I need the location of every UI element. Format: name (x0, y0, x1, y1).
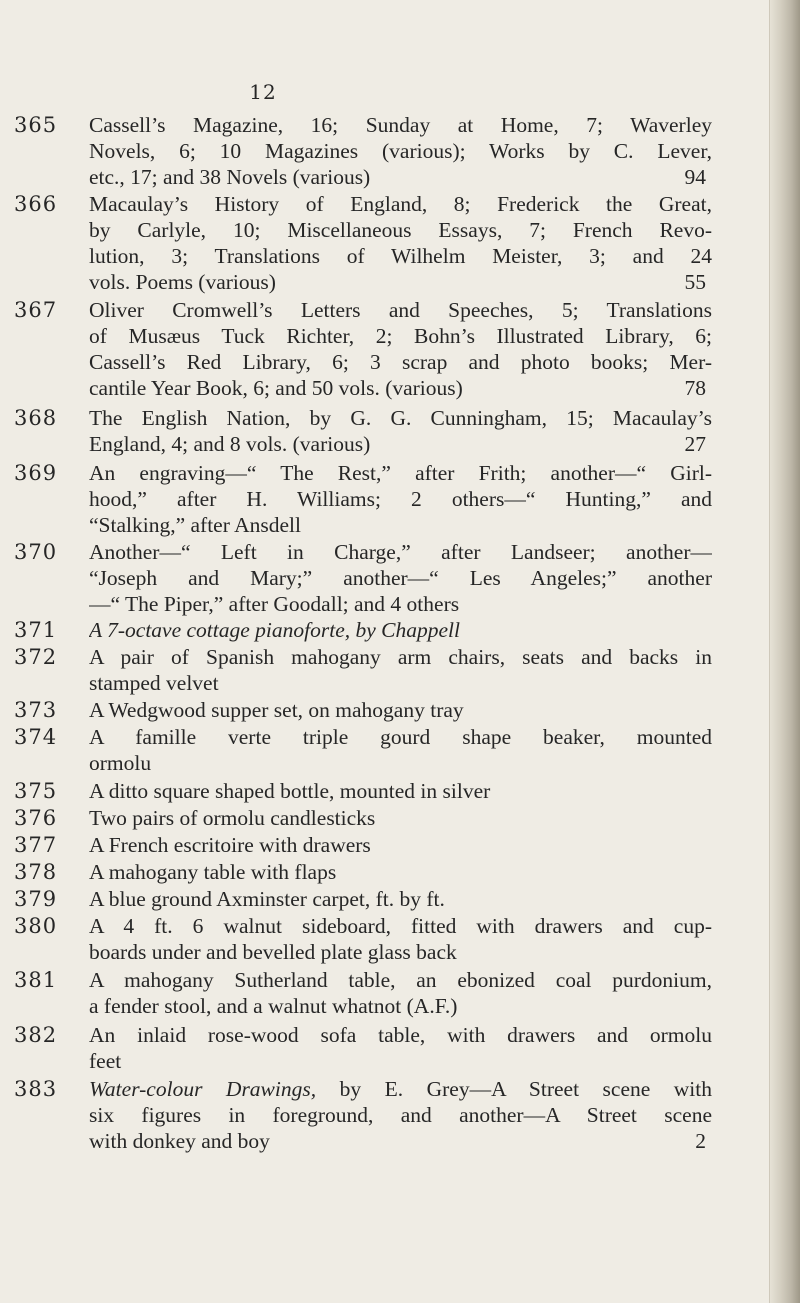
lot-number: 367 (14, 298, 58, 322)
lot-description-line: A Wedgwood supper set, on mahogany tray (89, 698, 464, 722)
lot-description-line: A 4 ft. 6 walnut sideboard, fitted with drawers and cup- (89, 914, 712, 938)
lot-description (89, 617, 712, 643)
lot-description-line: hood,” after H. Williams; 2 others—“ Hunting,” and (89, 487, 712, 511)
lot-description-line: A 7-octave cottage pianoforte, by Chappell (89, 618, 460, 642)
line-text: with donkey and boy (89, 1129, 270, 1153)
lot-description-line: feet (89, 1049, 122, 1073)
lot-description-line: A French escritoire with drawers (89, 833, 371, 857)
line-text: vols. Poems (various) (89, 270, 276, 294)
lot-description-line: Novels, 6; 10 Magazines (various); Works by C. Lever, (89, 139, 712, 163)
lot-description-line: An engraving—“ The Rest,” after Frith; another—“ Girl- (89, 461, 712, 485)
lot-number: 383 (14, 1077, 58, 1101)
lot-number: 375 (14, 779, 58, 803)
lot-description (89, 460, 712, 538)
lot-description-line: A blue ground Axminster carpet, ft. by ft. (89, 887, 445, 911)
lot-description-line: The English Nation, by G. G. Cunningham, 15; Macaulay’s (89, 406, 712, 430)
lot-number: 366 (14, 192, 58, 216)
lot-description (89, 832, 712, 858)
lot-number: 380 (14, 914, 58, 938)
page-edge-shadow (770, 0, 800, 1303)
lot-description-line: Macaulay’s History of England, 8; Frederick the Great, (89, 192, 712, 216)
lot-number: 370 (14, 540, 58, 564)
lot-description-line: “Joseph and Mary;” another—“ Les Angeles;” another (89, 566, 712, 590)
lot-number: 371 (14, 618, 58, 642)
line-text: cantile Year Book, 6; and 50 vols. (various) (89, 376, 463, 400)
lot-number: 378 (14, 860, 58, 884)
lot-description-line: ormolu (89, 751, 152, 775)
lot-number: 368 (14, 406, 58, 430)
lot-description-line (89, 269, 712, 295)
lot-description-line (89, 164, 712, 190)
lot-price: 78 (684, 376, 706, 400)
lot-description (89, 967, 712, 1019)
lot-price: 27 (684, 432, 706, 456)
lot-description (89, 1022, 712, 1074)
lot-description-line: lution, 3; Translations of Wilhelm Meister, 3; and 24 (89, 244, 712, 268)
lot-description-line (89, 1128, 712, 1154)
lot-description-line: Oliver Cromwell’s Letters and Speeches, 5; Translations (89, 298, 712, 322)
lot-description-line: stamped velvet (89, 671, 219, 695)
lot-description-line: Water-colour Drawings, by E. Grey—A Street scene with (89, 1077, 712, 1101)
lot-description (89, 405, 712, 457)
lot-description-line: Two pairs of ormolu candlesticks (89, 806, 376, 830)
lot-number: 373 (14, 698, 58, 722)
lot-description (89, 724, 712, 776)
lot-description (89, 697, 712, 723)
line-text: etc., 17; and 38 Novels (various) (89, 165, 371, 189)
lot-description-line: A famille verte triple gourd shape beaker, mounted (89, 725, 712, 749)
lot-description-line (89, 431, 712, 457)
lot-number: 372 (14, 645, 58, 669)
lot-number: 382 (14, 1023, 58, 1047)
lot-description (89, 297, 712, 401)
lot-description (89, 112, 712, 190)
lot-price: 94 (684, 165, 706, 189)
line-text: England, 4; and 8 vols. (various) (89, 432, 371, 456)
lot-description-line: of Musæus Tuck Richter, 2; Bohn’s Illustrated Library, 6; (89, 324, 712, 348)
lot-number: 381 (14, 968, 58, 992)
lot-description-line: A mahogany Sutherland table, an ebonized coal purdonium, (89, 968, 712, 992)
lot-price: 55 (684, 270, 706, 294)
lot-description-line: Another—“ Left in Charge,” after Landseer; another— (89, 540, 712, 564)
lot-description-line: boards under and bevelled plate glass back (89, 940, 457, 964)
lot-number: 365 (14, 113, 58, 137)
lot-description (89, 1076, 712, 1154)
lot-description (89, 913, 712, 965)
lot-description-line: Cassell’s Magazine, 16; Sunday at Home, 7; Waverley (89, 113, 712, 137)
lot-description-line: Cassell’s Red Library, 6; 3 scrap and photo books; Mer- (89, 350, 712, 374)
lot-description-line: six figures in foreground, and another—A Street scene (89, 1103, 712, 1127)
lot-description (89, 859, 712, 885)
lot-description (89, 191, 712, 295)
page-number: 12 (249, 80, 277, 104)
lot-number: 374 (14, 725, 58, 749)
lot-number: 369 (14, 461, 58, 485)
lot-description (89, 886, 712, 912)
lot-number: 376 (14, 806, 58, 830)
lot-description (89, 778, 712, 804)
lot-description (89, 539, 712, 617)
lot-description (89, 644, 712, 696)
lot-description-line: A mahogany table with flaps (89, 860, 337, 884)
lot-description-line: An inlaid rose-wood sofa table, with drawers and ormolu (89, 1023, 712, 1047)
lot-price: 2 (695, 1129, 706, 1153)
lot-description-line: A pair of Spanish mahogany arm chairs, seats and backs in (89, 645, 712, 669)
lot-number: 377 (14, 833, 58, 857)
lot-description-line: A ditto square shaped bottle, mounted in silver (89, 779, 491, 803)
lot-description-line: “Stalking,” after Ansdell (89, 513, 301, 537)
lot-description-line (89, 375, 712, 401)
lot-description-line: by Carlyle, 10; Miscellaneous Essays, 7; French Revo- (89, 218, 712, 242)
lot-description-line: —“ The Piper,” after Goodall; and 4 others (89, 592, 460, 616)
lot-description-line: a fender stool, and a walnut whatnot (A.F.) (89, 994, 458, 1018)
lot-number: 379 (14, 887, 58, 911)
lot-description (89, 805, 712, 831)
italic-heading: Water-colour Drawings, (89, 1077, 317, 1101)
